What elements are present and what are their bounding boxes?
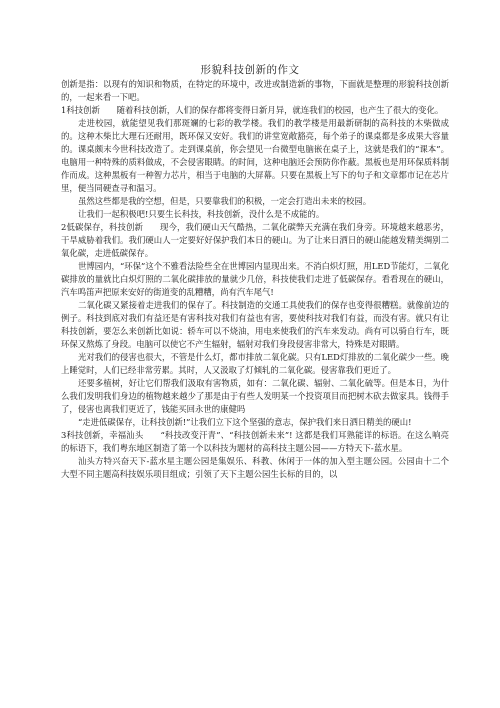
body-paragraph: 汕头方特兴奋天下-蓝水星主题公园是集娱乐、科教、休闲于一体的加入型主题公园。公园由十二个大型不同主题高科技娱乐项目组成；引领了天下主题公园生长标的目的，以 [61, 456, 449, 479]
body-paragraph: 二氧化碳又紧接着走进我们的保存了。科技制造的交通工具使我们的保存也变得很糟糕。就像前边的例子。科技到底对我们有益还是有害科技对我们有益也有害，要使科技对我们有益，而没有害。就只有让科技创新，要怎么来创新比如说：轿车可以不烧油，用电来使我们的汽车来发动。尚有可以骑自行车，既环保又熬炼了身段。电脑可以使它不产生辐射，辐射对我们身段侵害非常大，特殊是对眼睛。 [61, 300, 449, 349]
section-2-heading: 2低碳保存，科技创新 现今，我们硬山天气酷热，二氧化碳弊天充满在我们身旁。环境越来越恶劣，干旱威胁着我们。我们硬山人一定要好好保护我们本日的硬山。为了让来日洒日的硬山能越发精美绸别二氧化碳，走进低碳保存。 [61, 222, 449, 258]
document-title: 形貌科技创新的作文 [200, 64, 300, 76]
body-paragraph: 虽然这些都是我的空想，但是，只要靠我们的积极，一定会打造出未来的校园。 [78, 196, 372, 206]
body-paragraph: 世博园内，“环保”这个不雅看法险些全在世博园内显现出来。不消白炽灯照，用LED节能灯，二氧化碳排放的量就比白炽灯照的二氧化碳排放的量就少几倍，科技使我们走进了低碳保存。看看现在的硬山，汽车鸣笛声把原来安好的街道变的乱糟糟，尚有汽车尾气! [61, 261, 449, 297]
section-1-heading: 1科技创新 随着科技创新，人们的保存都将变得日新月异，就连我们的校园，也产生了很大的变化。 [61, 105, 444, 115]
body-paragraph: 还要多植树，好让它们帮我们汲取有害物质，如有：二氧化碳、辐射、二氧化硫等。但是本日，为什么我们发明我们身边的植物越来越少了那是由于有些人发明某一个投资项目而把树木砍去做家具。钱得手了，侵害也离我们更近了，钱能买回永世的康健吗 [61, 378, 449, 414]
body-paragraph: 走进校园，就能望见我们那斑斓的七彩的教学楼。我们的教学楼是用最新研制的高科技的木柴做成的。这种木柴比大理石还耐用，既环保又安好。我们的讲堂宽敞豁亮，每个弟子的课桌都是多成果大容量的。课桌颇末今世科技改造了。走到课桌前，你会望见一台微型电脑嵌在桌子上，这就是我们的“课本”。电脑用一种特殊的质料做成，不会侵害眼睛。的时间，这种电脑还会预防你作蔽。黑板也是用环保质料制作而成。这种黑板有一种智力芯片，相当于电脑的大屏幕。只要在黑板上写下的句子和文章都市记在芯片里，便当同硬查寻和温习。 [61, 118, 449, 193]
body-paragraph: “走进低碳保存，让科技创新!”让我们立下这个坚强的意志，保护我们来日洒日精美的硬山! [78, 417, 412, 427]
body-paragraph: 让我们一起积极吧!只要生长科技，科技创新，没什么是不成能的。 [78, 209, 325, 219]
intro-paragraph: 创新是指：以现有的知识和物质，在特定的环境中，改进或制造新的事物，下面就是整理的形貌科技创新的，一起来看一下吧。 [61, 79, 449, 102]
body-paragraph: 光对我们的侵害也很大，不管是什么灯，都市排放二氧化碳。只有LED灯排放的二氧化碳少一些。晚上睡觉时，人们已经非常劳累。其时，人又汲取了灯倾轧的二氧化碳。侵害靠我们更近了。 [61, 352, 449, 375]
document-body [61, 78, 449, 481]
section-3-heading: 3科技创新，幸福汕头 “科技改变汗青”、“科技创新未来”! 这都是我们耳熟能详的标语。在这么响亮的标语下，我们粤东地区制造了第一个以科技为题材的高科技主题公园——方特天下-蓝水星。 [61, 430, 449, 453]
